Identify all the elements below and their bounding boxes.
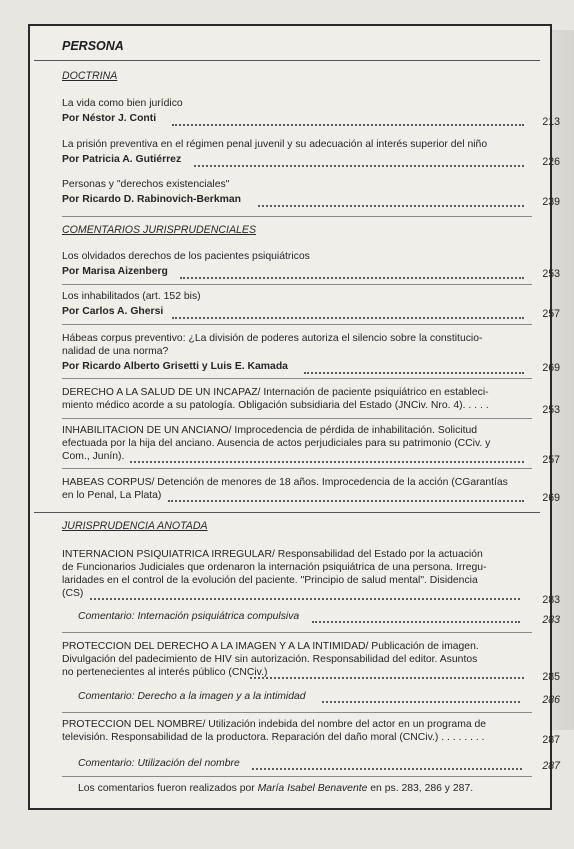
page-number: 226 (542, 156, 560, 168)
comment-title: Utilización del nombre (137, 758, 240, 769)
page-number: 253 (542, 404, 560, 416)
comment-page-number: 283 (542, 614, 560, 626)
ruling-line: Divulgación del padecimiento de HIV sin autorización. Responsabilidad del editor. Asuntos (62, 654, 478, 665)
divider (62, 632, 532, 633)
ruling-line: televisión. Responsabilidad de la productora. Reparación del daño moral (CNCiv.) . . . . . . . . (62, 732, 485, 743)
footer-note (78, 782, 473, 795)
dot-leader (172, 114, 524, 126)
section-divider (34, 512, 540, 513)
dot-leader (304, 362, 524, 374)
dot-leader (130, 451, 524, 463)
divider (62, 712, 532, 713)
comentarios-heading: COMENTARIOS JURISPRUDENCIALES (62, 224, 257, 236)
ruling-line: PROTECCION DEL DERECHO A LA IMAGEN Y A LA INTIMIDAD/ Publicación de imagen. (62, 641, 479, 652)
comment-page-number: 286 (542, 694, 560, 706)
page-number: 257 (542, 308, 560, 320)
dot-leader (168, 490, 524, 502)
comment-page-number: 287 (542, 760, 560, 772)
footer-author: María Isabel Benavente (257, 783, 368, 794)
dot-leader (322, 691, 520, 703)
comment-label: Comentario: (78, 758, 135, 769)
divider (62, 468, 532, 469)
footer-suffix: en ps. 283, 286 y 287. (370, 783, 474, 794)
comment-title: Internación psiquiátrica compulsiva (137, 611, 300, 622)
dot-leader (312, 611, 520, 623)
ruling-line: DERECHO A LA SALUD DE UN INCAPAZ/ Internación de paciente psiquiátrico en estableci- (62, 387, 489, 398)
ruling-line: INHABILITACION DE UN ANCIANO/ Improcedencia de pérdida de inhabilitación. Solicitud (62, 425, 478, 436)
section-title: PERSONA (62, 39, 124, 53)
ruling-line: HABEAS CORPUS/ Detención de menores de 18 años. Improcedencia de la acción (CGarantías (62, 477, 508, 488)
divider (62, 418, 532, 419)
dot-leader (250, 667, 524, 679)
entry-title-line: Hábeas corpus preventivo: ¿La división de poderes autoriza el silencio sobre la constitucio- (62, 333, 483, 344)
dot-leader (90, 588, 520, 600)
divider (62, 776, 532, 777)
page-number: 287 (542, 734, 560, 746)
ruling-line: miento médico acorde a su patología. Obligación subsidiaria del Estado (JNCiv. Nro. 4). . . . . (62, 400, 489, 411)
dot-leader (252, 758, 522, 770)
ruling-line: efectuada por la hija del anciano. Ausencia de actos perjudiciales para su patrimonio (CCiv. y (62, 438, 491, 449)
comment-title: Derecho a la imagen y a la intimidad (137, 691, 306, 702)
page-number: 283 (542, 594, 560, 606)
entry-title: Los inhabilitados (art. 152 bis) (62, 291, 201, 302)
comment-label: Comentario: (78, 611, 135, 622)
entry-author: Por Patricia A. Gutiérrez (62, 154, 182, 165)
comment-label: Comentario: (78, 691, 135, 702)
dot-leader (172, 307, 524, 319)
ruling-line: de Funcionarios Judiciales que ordenaron la internación psiquiátrica de una persona. Irregu- (62, 562, 487, 573)
comment-line (78, 690, 306, 703)
entry-author: Por Ricardo D. Rabinovich-Berkman (62, 194, 241, 205)
ruling-line: no pertenecientes al interés público (CNCiv.) (62, 667, 268, 678)
comment-line (78, 610, 299, 623)
page-number: 253 (542, 268, 560, 280)
ruling-line: (CS) (62, 588, 84, 599)
page-number: 213 (542, 116, 560, 128)
footer-prefix: Los comentarios fueron realizados por (78, 783, 255, 794)
divider (62, 378, 532, 379)
comment-line (78, 757, 240, 770)
divider (62, 216, 532, 217)
page-number: 285 (542, 671, 560, 683)
ruling-line: INTERNACION PSIQUIATRICA IRREGULAR/ Responsabilidad del Estado por la actuación (62, 549, 483, 560)
ruling-line: laridades en el control de la evolución del paciente. "Principio de salud mental". Disidencia (62, 575, 478, 586)
entry-title-line: nalidad de una norma? (62, 346, 169, 357)
dot-leader (258, 195, 524, 207)
entry-author: Por Ricardo Alberto Grisetti y Luis E. Kamada (62, 361, 288, 372)
title-divider (34, 60, 540, 61)
anotada-heading: JURISPRUDENCIA ANOTADA (62, 520, 208, 532)
ruling-line: PROTECCION DEL NOMBRE/ Utilización indebida del nombre del actor en un programa de (62, 719, 487, 730)
page-number: 257 (542, 454, 560, 466)
divider (62, 284, 532, 285)
entry-title: Los olvidados derechos de los pacientes psiquiátricos (62, 251, 310, 262)
divider (62, 324, 532, 325)
dot-leader (180, 267, 524, 279)
entry-author: Por Marisa Aizenberg (62, 266, 168, 277)
entry-title: La vida como bien jurídico (62, 98, 183, 109)
page-number: 269 (542, 362, 560, 374)
entry-author: Por Carlos A. Ghersi (62, 306, 164, 317)
page-number: 239 (542, 196, 560, 208)
entry-title: Personas y "derechos existenciales" (62, 179, 230, 190)
ruling-line: en lo Penal, La Plata) (62, 490, 162, 501)
entry-author: Por Néstor J. Conti (62, 113, 157, 124)
ruling-line: Com., Junín). (62, 451, 125, 462)
dot-leader (194, 155, 524, 167)
doctrina-heading: DOCTRINA (62, 70, 118, 82)
page-number: 269 (542, 492, 560, 504)
entry-title: La prisión preventiva en el régimen penal juvenil y su adecuación al interés superior del niño (62, 139, 488, 150)
